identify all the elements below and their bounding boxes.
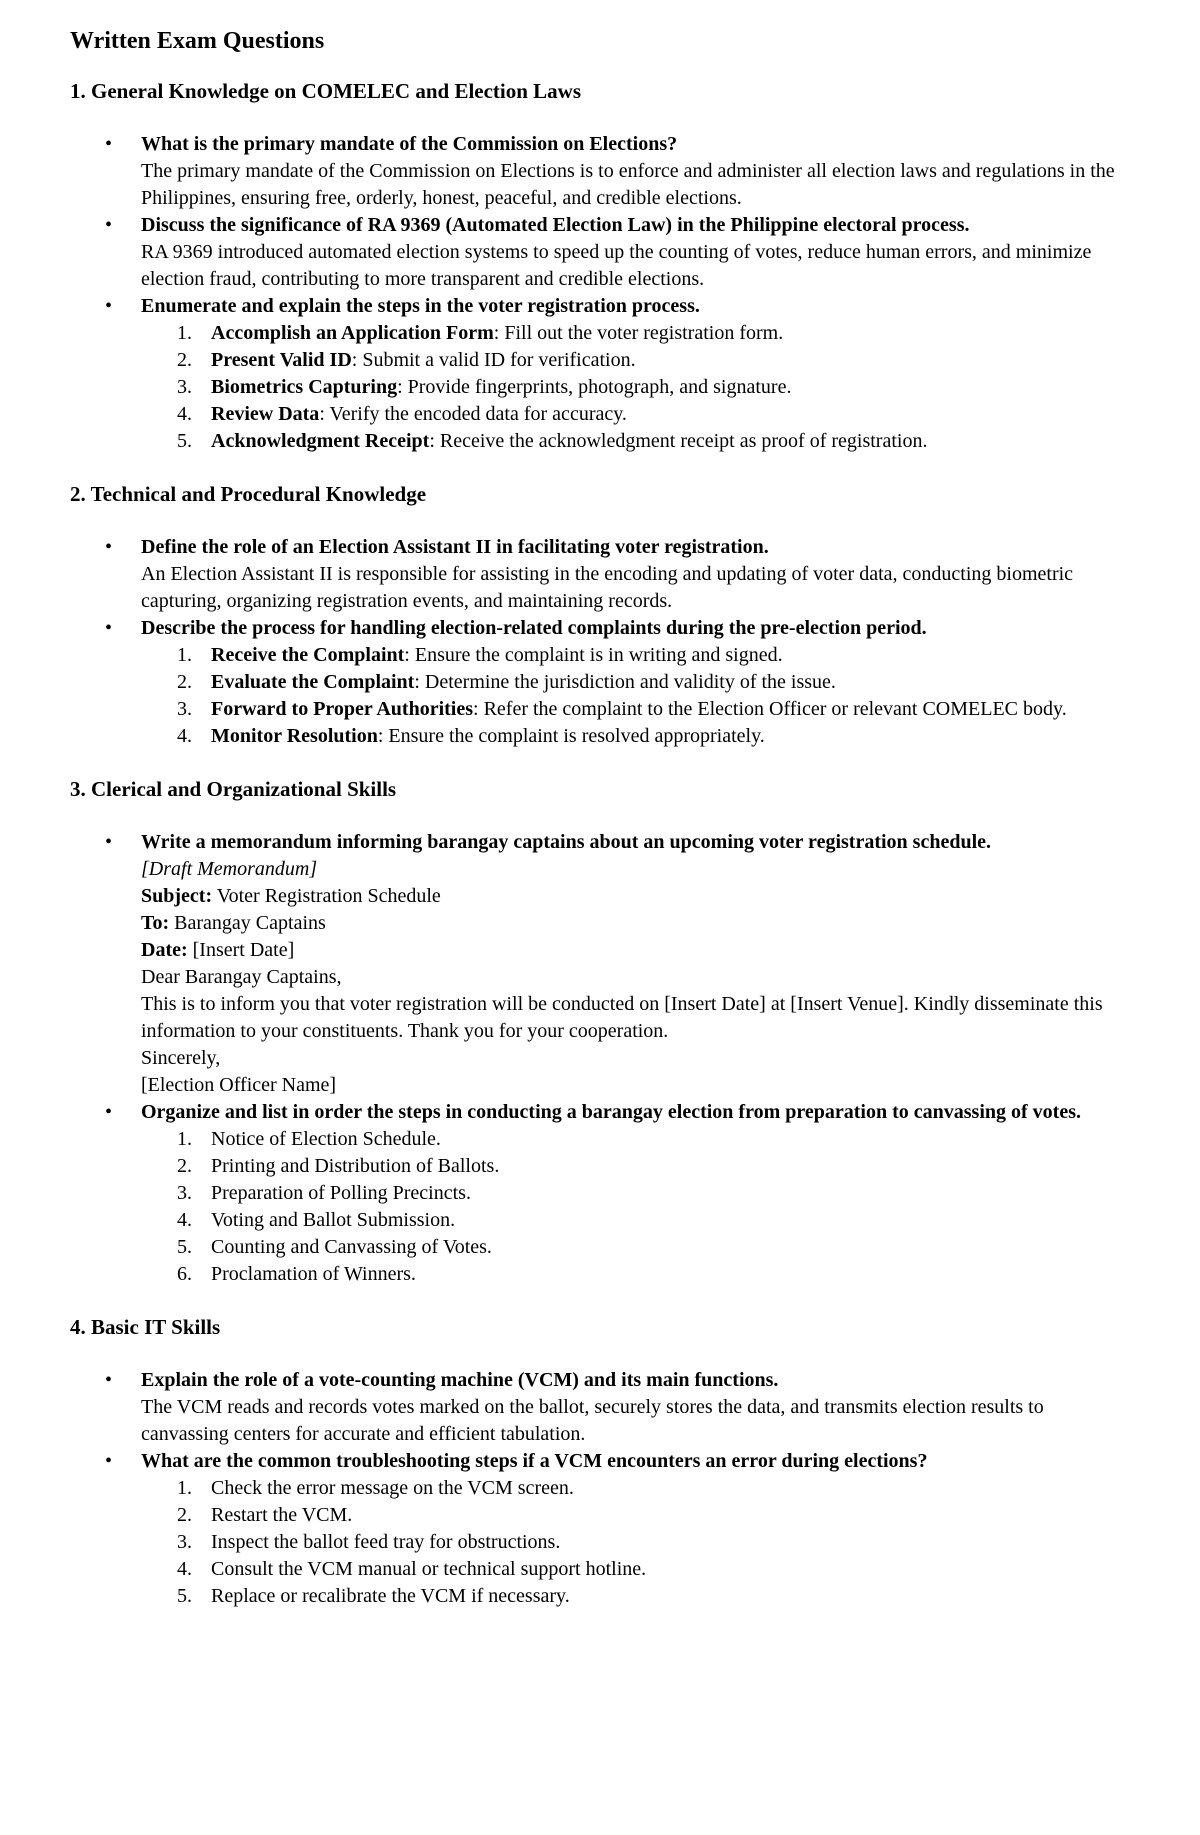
step-item <box>141 1583 1130 1610</box>
step-text: Replace or recalibrate the VCM if necessary. <box>211 1585 570 1607</box>
question-item <box>105 212 1130 293</box>
step-number: 5. <box>177 430 192 452</box>
question-item <box>105 615 1130 750</box>
bullet-icon: • <box>105 1101 113 1123</box>
question-text: Describe the process for handling election-related complaints during the pre-election period. <box>141 617 927 639</box>
section-heading: 4. Basic IT Skills <box>70 1315 221 1339</box>
step-item <box>141 1502 1130 1529</box>
step-number: 1. <box>177 644 192 666</box>
memo-salutation: Dear Barangay Captains, <box>141 966 342 988</box>
step-item <box>141 401 1130 428</box>
step-item <box>141 1207 1130 1234</box>
memo-draft-label: [Draft Memorandum] <box>141 858 318 880</box>
section-heading: 2. Technical and Procedural Knowledge <box>70 482 427 506</box>
step-item <box>141 428 1130 455</box>
step-number: 3. <box>177 1182 192 1204</box>
answer-text: The primary mandate of the Commission on Elections is to enforce and administer all election laws and regulations in the Philippines, ensuring free, orderly, honest, peaceful, and credible elections. <box>141 160 1115 209</box>
question-list <box>70 534 1130 750</box>
memo-subject-label: Subject: <box>141 885 213 907</box>
step-number: 2. <box>177 349 192 371</box>
step-number: 6. <box>177 1263 192 1285</box>
memo-body: This is to inform you that voter registration will be conducted on [Insert Date] at [Insert Venue]. Kindly disseminate this information to your constituents. Thank you for your cooperation. <box>141 993 1103 1042</box>
memo-to-value: Barangay Captains <box>169 912 326 934</box>
step-desc: : Ensure the complaint is in writing and signed. <box>404 644 783 666</box>
step-number: 1. <box>177 1128 192 1150</box>
step-number: 4. <box>177 403 192 425</box>
step-text: Check the error message on the VCM screen. <box>211 1477 574 1499</box>
step-desc: : Determine the jurisdiction and validity of the issue. <box>414 671 836 693</box>
step-item <box>141 1529 1130 1556</box>
step-item <box>141 723 1130 750</box>
step-item <box>141 1556 1130 1583</box>
memo-closing: Sincerely, <box>141 1047 221 1069</box>
step-item <box>141 1261 1130 1288</box>
step-desc: : Verify the encoded data for accuracy. <box>319 403 627 425</box>
step-desc: : Provide fingerprints, photograph, and signature. <box>397 376 792 398</box>
section-heading: 3. Clerical and Organizational Skills <box>70 777 397 801</box>
step-item <box>141 669 1130 696</box>
bullet-icon: • <box>105 214 113 236</box>
step-list <box>141 1475 1130 1610</box>
question-item <box>105 131 1130 212</box>
question-list <box>70 131 1130 455</box>
step-number: 2. <box>177 1155 192 1177</box>
question-item <box>105 293 1130 455</box>
step-text: Restart the VCM. <box>211 1504 353 1526</box>
step-text: Consult the VCM manual or technical support hotline. <box>211 1558 647 1580</box>
step-number: 3. <box>177 1531 192 1553</box>
memo-to <box>141 910 1130 937</box>
step-text: Printing and Distribution of Ballots. <box>211 1155 500 1177</box>
step-number: 5. <box>177 1236 192 1258</box>
step-item <box>141 1234 1130 1261</box>
answer-text: An Election Assistant II is responsible for assisting in the encoding and updating of voter data, conducting biometric capturing, organizing registration events, and maintaining records. <box>141 563 1074 612</box>
answer-text: The VCM reads and records votes marked on the ballot, securely stores the data, and transmits election results to canvassing centers for accurate and efficient tabulation. <box>141 1396 1044 1445</box>
step-number: 2. <box>177 1504 192 1526</box>
step-desc: : Submit a valid ID for verification. <box>351 349 636 371</box>
step-term: Biometrics Capturing <box>211 376 398 398</box>
document-title: Written Exam Questions <box>70 28 325 54</box>
question-text: Discuss the significance of RA 9369 (Automated Election Law) in the Philippine electoral process. <box>141 214 970 236</box>
step-item <box>141 320 1130 347</box>
question-item <box>105 829 1130 1099</box>
step-item <box>141 1180 1130 1207</box>
step-list <box>141 642 1130 750</box>
memo-signature: [Election Officer Name] <box>141 1074 337 1096</box>
question-item <box>105 1367 1130 1448</box>
step-list <box>141 320 1130 455</box>
question-item <box>105 1099 1130 1288</box>
step-term: Present Valid ID <box>211 349 352 371</box>
question-text: Enumerate and explain the steps in the voter registration process. <box>141 295 700 317</box>
step-term: Accomplish an Application Form <box>211 322 494 344</box>
step-number: 3. <box>177 376 192 398</box>
bullet-icon: • <box>105 1450 113 1472</box>
step-number: 5. <box>177 1585 192 1607</box>
question-list <box>70 829 1130 1288</box>
step-desc: : Ensure the complaint is resolved appropriately. <box>377 725 765 747</box>
question-text: Organize and list in order the steps in conducting a barangay election from preparation to canvassing of votes. <box>141 1101 1081 1123</box>
step-number: 4. <box>177 1558 192 1580</box>
bullet-icon: • <box>105 1369 113 1391</box>
step-number: 3. <box>177 698 192 720</box>
step-number: 1. <box>177 322 192 344</box>
step-item <box>141 1475 1130 1502</box>
section-heading: 1. General Knowledge on COMELEC and Election Laws <box>70 79 582 103</box>
question-item <box>105 1448 1130 1610</box>
memo-to-label: To: <box>141 912 170 934</box>
step-text: Voting and Ballot Submission. <box>211 1209 456 1231</box>
step-desc: : Refer the complaint to the Election Officer or relevant COMELEC body. <box>473 698 1067 720</box>
question-text: Explain the role of a vote-counting machine (VCM) and its main functions. <box>141 1369 779 1391</box>
bullet-icon: • <box>105 831 113 853</box>
step-item <box>141 347 1130 374</box>
step-text: Counting and Canvassing of Votes. <box>211 1236 492 1258</box>
step-item <box>141 1126 1130 1153</box>
step-term: Review Data <box>211 403 320 425</box>
step-term: Forward to Proper Authorities <box>211 698 474 720</box>
bullet-icon: • <box>105 295 113 317</box>
question-text: Write a memorandum informing barangay captains about an upcoming voter registration schedule. <box>141 831 992 853</box>
question-text: What are the common troubleshooting steps if a VCM encounters an error during elections? <box>141 1450 928 1472</box>
memo-subject-value: Voter Registration Schedule <box>212 885 441 907</box>
step-number: 4. <box>177 1209 192 1231</box>
memo-subject <box>141 883 1130 910</box>
step-term: Acknowledgment Receipt <box>211 430 430 452</box>
step-term: Receive the Complaint <box>211 644 405 666</box>
question-list <box>70 1367 1130 1610</box>
step-list <box>141 1126 1130 1288</box>
step-item <box>141 374 1130 401</box>
step-text: Notice of Election Schedule. <box>211 1128 441 1150</box>
memo-date-label: Date: <box>141 939 188 961</box>
step-item <box>141 696 1130 723</box>
step-term: Evaluate the Complaint <box>211 671 415 693</box>
step-term: Monitor Resolution <box>211 725 378 747</box>
step-desc: : Fill out the voter registration form. <box>493 322 784 344</box>
memo-date <box>141 937 1130 964</box>
step-text: Preparation of Polling Precincts. <box>211 1182 471 1204</box>
step-number: 1. <box>177 1477 192 1499</box>
step-text: Proclamation of Winners. <box>211 1263 416 1285</box>
step-number: 2. <box>177 671 192 693</box>
step-number: 4. <box>177 725 192 747</box>
answer-text: RA 9369 introduced automated election systems to speed up the counting of votes, reduce human errors, and minimize election fraud, contributing to more transparent and credible elections. <box>141 241 1092 290</box>
step-item <box>141 1153 1130 1180</box>
step-item <box>141 642 1130 669</box>
question-text: What is the primary mandate of the Commission on Elections? <box>141 133 678 155</box>
bullet-icon: • <box>105 133 113 155</box>
bullet-icon: • <box>105 617 113 639</box>
step-text: Inspect the ballot feed tray for obstructions. <box>211 1531 561 1553</box>
question-item <box>105 534 1130 615</box>
step-desc: : Receive the acknowledgment receipt as proof of registration. <box>429 430 928 452</box>
bullet-icon: • <box>105 536 113 558</box>
question-text: Define the role of an Election Assistant II in facilitating voter registration. <box>141 536 769 558</box>
memo-date-value: [Insert Date] <box>187 939 295 961</box>
